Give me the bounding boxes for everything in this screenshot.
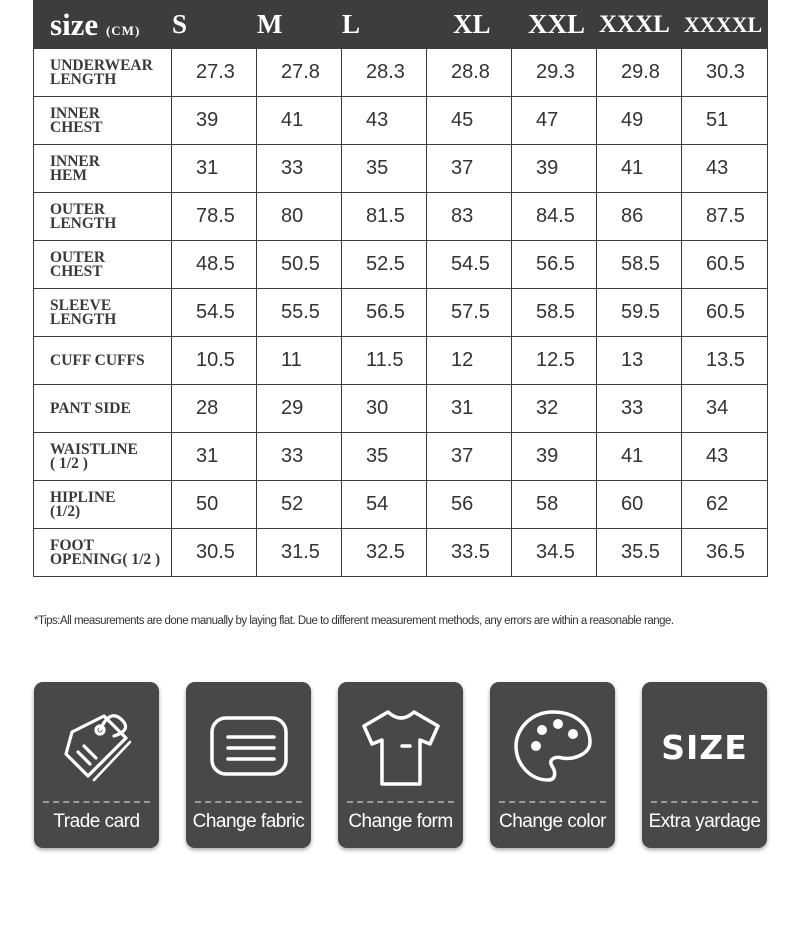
- measurement-label-line: UNDERWEAR: [50, 56, 153, 74]
- size-column-header: M: [257, 1, 342, 49]
- measurement-value: 83: [427, 193, 512, 241]
- measurement-label-line: INNER: [50, 152, 100, 170]
- palette-icon: [490, 702, 615, 792]
- measurement-label: [34, 337, 172, 385]
- measurement-value: 32.5: [342, 529, 427, 577]
- measurement-value: 35.5: [597, 529, 682, 577]
- measurement-label: [34, 241, 172, 289]
- size-chart-table: [33, 0, 768, 577]
- measurement-value: 37: [427, 433, 512, 481]
- unit-label: (CM): [105, 22, 141, 38]
- measurement-value: 78.5: [172, 193, 257, 241]
- measurement-value: 35: [342, 145, 427, 193]
- measurement-label: [34, 289, 172, 337]
- measurement-value: 30: [342, 385, 427, 433]
- measurement-value: 39: [512, 433, 597, 481]
- measurement-value: 54.5: [427, 241, 512, 289]
- fabric-layers-icon: [186, 702, 311, 792]
- measurement-value: 34: [682, 385, 768, 433]
- measurement-value: 62: [682, 481, 768, 529]
- measurement-label-line: SLEEVE: [50, 296, 112, 314]
- measurement-label-line: OUTER: [50, 248, 106, 266]
- size-column-header: XL: [427, 1, 512, 49]
- measurement-label-line: HEM: [50, 166, 88, 184]
- measurement-value: 57.5: [427, 289, 512, 337]
- measurement-label-line: ( 1/2 ): [50, 454, 88, 472]
- measurement-label: [34, 433, 172, 481]
- measurement-row: [34, 145, 768, 193]
- measurement-label-line: LENGTH: [50, 214, 117, 232]
- measurement-label: [34, 145, 172, 193]
- card-caption: Change fabric: [192, 811, 305, 832]
- measurement-value: 29.8: [597, 49, 682, 97]
- measurement-value: 33: [597, 385, 682, 433]
- card-extra-yardage[interactable]: [642, 682, 767, 848]
- card-change-color[interactable]: [490, 682, 615, 848]
- size-text-icon: [642, 702, 767, 792]
- measurement-value: 58.5: [597, 241, 682, 289]
- measurement-label: [34, 49, 172, 97]
- measurement-value: 35: [342, 433, 427, 481]
- measurement-value: 58.5: [512, 289, 597, 337]
- measurement-value: 41: [597, 433, 682, 481]
- size-column-header: XXXL: [597, 1, 682, 49]
- measurement-label-line: WAISTLINE: [50, 440, 138, 458]
- measurement-value: 37: [427, 145, 512, 193]
- measurement-value: 13: [597, 337, 682, 385]
- card-divider: [651, 801, 758, 803]
- measurement-value: 11: [257, 337, 342, 385]
- measurement-value: 11.5: [342, 337, 427, 385]
- measurement-row: [34, 49, 768, 97]
- card-caption: Trade card: [53, 811, 140, 832]
- measurement-label-line: LENGTH: [50, 310, 117, 328]
- measurement-value: 50: [172, 481, 257, 529]
- measurement-row: [34, 385, 768, 433]
- card-change-fabric[interactable]: [186, 682, 311, 848]
- measurement-label: [34, 97, 172, 145]
- card-divider: [43, 801, 150, 803]
- measurement-label-line: PANT SIDE: [50, 399, 131, 417]
- size-column-header: L: [342, 1, 427, 49]
- measurement-value: 34.5: [512, 529, 597, 577]
- measurement-value: 54: [342, 481, 427, 529]
- measurement-value: 39: [512, 145, 597, 193]
- measurement-label-line: CHEST: [50, 262, 103, 280]
- card-divider: [195, 801, 302, 803]
- measurement-value: 41: [597, 145, 682, 193]
- measurement-value: 55.5: [257, 289, 342, 337]
- measurements-body: [34, 49, 768, 577]
- measurement-value: 33: [257, 433, 342, 481]
- measurement-value: 51: [682, 97, 768, 145]
- t-shirt-icon: [338, 702, 463, 792]
- measurement-value: 47: [512, 97, 597, 145]
- size-header-row: [34, 1, 768, 49]
- measurement-row: [34, 97, 768, 145]
- measurement-value: 43: [682, 433, 768, 481]
- measurement-label-line: FOOT: [50, 536, 94, 554]
- measurement-row: [34, 241, 768, 289]
- measurement-value: 56: [427, 481, 512, 529]
- size-corner-label: [34, 1, 172, 49]
- measurement-value: 27.8: [257, 49, 342, 97]
- measurement-label-line: LENGTH: [50, 70, 117, 88]
- measurement-value: 41: [257, 97, 342, 145]
- measurement-value: 43: [342, 97, 427, 145]
- measurement-value: 45: [427, 97, 512, 145]
- measurement-value: 49: [597, 97, 682, 145]
- tips-note: *Tips:All measurements are done manually by laying flat. Due to different measurement methods, any errors are within a reasonable range.: [34, 615, 674, 627]
- measurement-value: 52: [257, 481, 342, 529]
- measurement-value: 36.5: [682, 529, 768, 577]
- measurement-value: 58: [512, 481, 597, 529]
- measurement-value: 33: [257, 145, 342, 193]
- measurement-value: 32: [512, 385, 597, 433]
- measurement-label-line: (1/2): [50, 502, 81, 520]
- measurement-value: 43: [682, 145, 768, 193]
- measurement-value: 27.3: [172, 49, 257, 97]
- measurement-value: 56.5: [512, 241, 597, 289]
- size-icon-text: SIZE: [661, 727, 748, 767]
- price-tag-icon: [34, 702, 159, 792]
- measurement-value: 12: [427, 337, 512, 385]
- measurement-value: 50.5: [257, 241, 342, 289]
- card-divider: [499, 801, 606, 803]
- measurement-label-line: CUFF CUFFS: [50, 351, 145, 369]
- measurement-row: [34, 433, 768, 481]
- measurement-value: 81.5: [342, 193, 427, 241]
- measurement-value: 48.5: [172, 241, 257, 289]
- measurement-value: 10.5: [172, 337, 257, 385]
- measurement-value: 29: [257, 385, 342, 433]
- measurement-value: 30.3: [682, 49, 768, 97]
- card-caption: Extra yardage: [648, 811, 761, 832]
- size-column-header: XXL: [512, 1, 597, 49]
- measurement-value: 60.5: [682, 289, 768, 337]
- measurement-value: 33.5: [427, 529, 512, 577]
- measurement-label-line: OPENING( 1/2 ): [50, 550, 161, 568]
- card-caption: Change color: [498, 811, 607, 832]
- measurement-value: 39: [172, 97, 257, 145]
- measurement-value: 86: [597, 193, 682, 241]
- card-caption: Change form: [348, 811, 453, 832]
- size-column-header: S: [172, 1, 257, 49]
- measurement-value: 31.5: [257, 529, 342, 577]
- measurement-value: 30.5: [172, 529, 257, 577]
- measurement-value: 31: [427, 385, 512, 433]
- measurement-row: [34, 529, 768, 577]
- measurement-value: 54.5: [172, 289, 257, 337]
- measurement-value: 87.5: [682, 193, 768, 241]
- measurement-value: 80: [257, 193, 342, 241]
- measurement-value: 13.5: [682, 337, 768, 385]
- size-label: size: [50, 6, 99, 42]
- measurement-value: 31: [172, 433, 257, 481]
- measurement-label-line: CHEST: [50, 118, 103, 136]
- card-change-form[interactable]: [338, 682, 463, 848]
- measurement-value: 60: [597, 481, 682, 529]
- measurement-value: 31: [172, 145, 257, 193]
- measurement-label-line: INNER: [50, 104, 100, 122]
- measurement-row: [34, 193, 768, 241]
- size-column-header: XXXXL: [682, 1, 768, 49]
- measurement-row: [34, 337, 768, 385]
- measurement-value: 60.5: [682, 241, 768, 289]
- measurement-row: [34, 289, 768, 337]
- measurement-label-line: OUTER: [50, 200, 106, 218]
- measurement-value: 52.5: [342, 241, 427, 289]
- card-trade-card[interactable]: [34, 682, 159, 848]
- measurement-value: 56.5: [342, 289, 427, 337]
- measurement-label-line: HIPLINE: [50, 488, 116, 506]
- measurement-value: 84.5: [512, 193, 597, 241]
- measurement-value: 28.3: [342, 49, 427, 97]
- measurement-value: 28.8: [427, 49, 512, 97]
- measurement-value: 29.3: [512, 49, 597, 97]
- card-divider: [347, 801, 454, 803]
- measurement-value: 59.5: [597, 289, 682, 337]
- measurement-row: [34, 481, 768, 529]
- feature-cards: [34, 682, 767, 849]
- measurement-label: [34, 385, 172, 433]
- measurement-label: [34, 193, 172, 241]
- measurement-value: 12.5: [512, 337, 597, 385]
- measurement-label: [34, 529, 172, 577]
- measurement-value: 28: [172, 385, 257, 433]
- measurement-label: [34, 481, 172, 529]
